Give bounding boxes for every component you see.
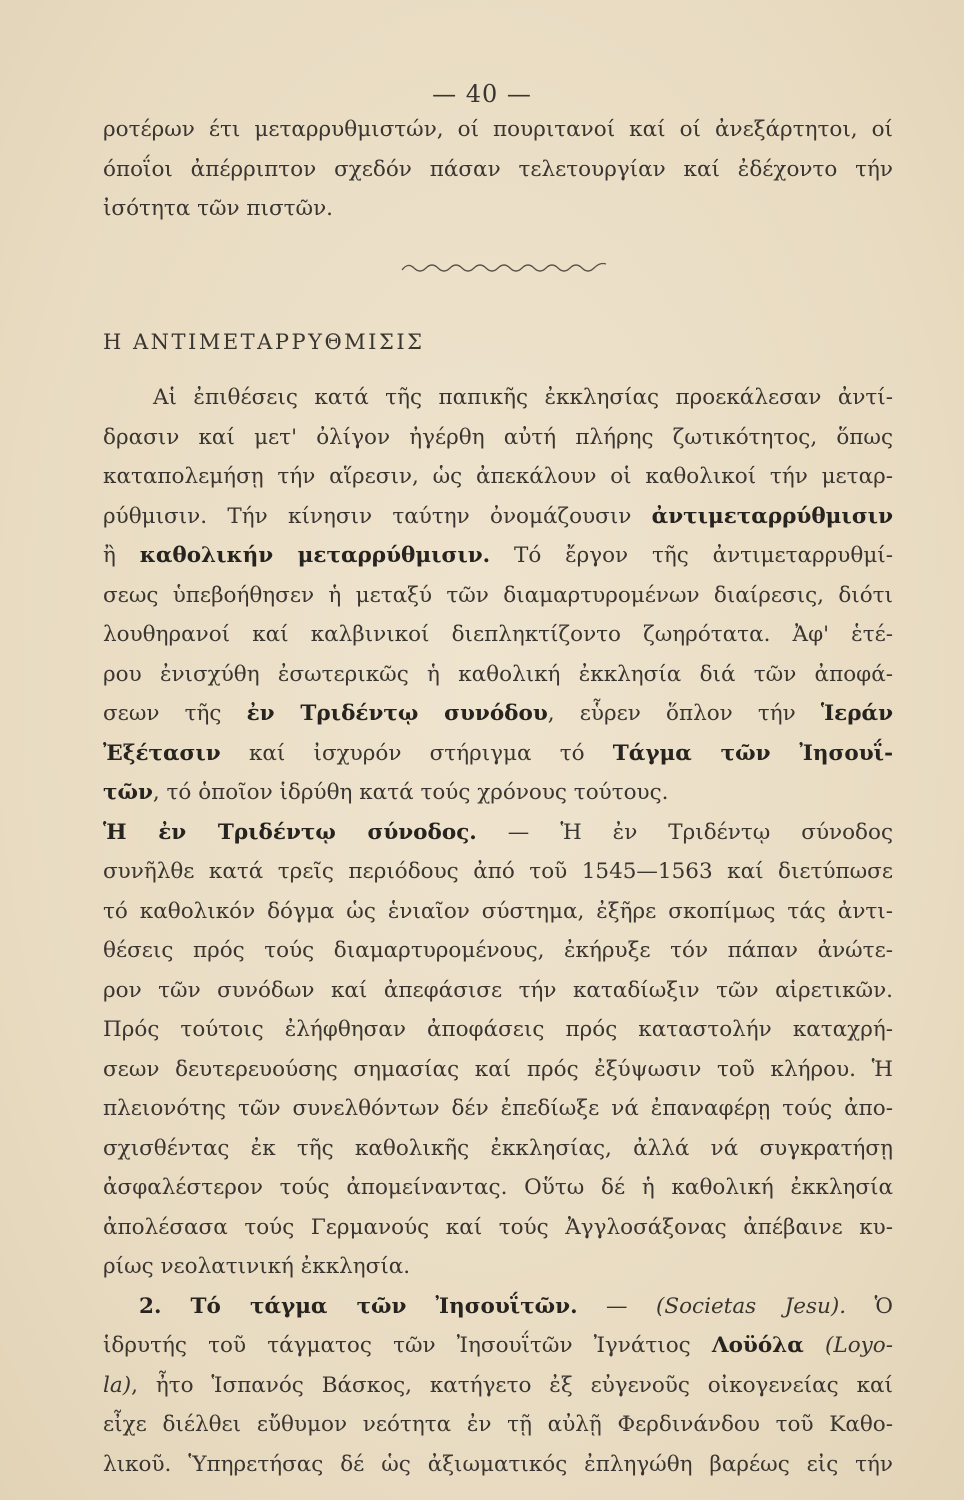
ornament-divider — [400, 258, 610, 276]
text-line: θέσεις πρός τούς διαμαρτυρομένους, ἐκήρυξε τόν πάπαν ἀνώτε- — [103, 938, 893, 963]
text-run: , ἦτο Ἱσπανός Βάσκος, κατήγετο ἐξ εὐγενοῦς οἰκογενείας καί — [131, 1372, 893, 1398]
text-line: ροτέρων έτι μεταρρυθμιστών, οί πουριτανοί καί οί ἀνεξάρτητοι, οί — [103, 117, 893, 142]
text-line — [103, 497, 893, 537]
text-line — [103, 734, 893, 774]
subsection-heading: Ἡ ἐν Τριδέντῳ σύνοδος. — [103, 819, 477, 845]
bold-term: Ἱεράν — [820, 701, 893, 726]
text-line: συνῆλθε κατά τρεῖς περιόδους ἀπό τοῦ 1545—1563 καί διετύπωσε — [103, 859, 893, 884]
text-line: Αἱ ἐπιθέσεις κατά τῆς παπικῆς ἐκκλησίας προεκάλεσαν ἀντί- — [153, 385, 893, 410]
text-line: ρου ἐνισχύθη ἐσωτερικῶς ἡ καθολική ἐκκλησία διά τῶν ἀποφά- — [103, 661, 893, 687]
bold-term: Ἐξέτασιν — [103, 740, 221, 766]
bold-term: ἐν Τριδέντῳ συνόδου — [246, 701, 548, 726]
text-run: καί ἰσχυρόν στήριγμα τό — [220, 740, 613, 766]
bold-term: καθολικήν μεταρρύθμισιν. — [139, 543, 491, 568]
text-line: ρον τῶν συνόδων καί ἀπεφάσισε τήν καταδίωξιν τῶν αἱρετικῶν. — [103, 977, 893, 1003]
text-run: — Ἡ ἐν Τριδέντῳ σύνοδος — [476, 819, 893, 845]
text-line — [103, 813, 893, 853]
latin-name: (Societas Jesu). — [655, 1293, 847, 1319]
subsection-heading: 2. Τό τάγμα τῶν Ἰησουΐτῶν. — [139, 1293, 578, 1319]
text-run: , εὗρεν ὅπλον τήν — [547, 701, 821, 726]
text-line: τό καθολικόν δόγμα ὡς ἑνιαῖον σύστημα, ἐξῆρε σκοπίμως τάς ἀντι- — [103, 898, 893, 924]
text-line — [103, 1366, 893, 1406]
bold-term: Λοϋόλα — [711, 1333, 804, 1358]
text-line: πλειονότης τῶν συνελθόντων δέν ἐπεδίωξε νά ἐπαναφέρῃ τούς ἀπο- — [103, 1096, 893, 1121]
text-run: — — [577, 1293, 656, 1319]
text-run: ρύθμισιν. Τήν κίνησιν ταύτην ὀνομάζουσιν — [103, 503, 652, 529]
text-line: ἀπολέσασα τούς Γερμανούς καί τούς Ἀγγλοσάξονας ἀπέβαινε κυ- — [103, 1214, 893, 1240]
text-line: Πρός τούτοις ἐλήφθησαν ἀποφάσεις πρός καταστολήν καταχρή- — [103, 1017, 893, 1042]
text-line: λουθηρανοί καί καλβινικοί διεπληκτίζοντο ζωηρότατα. Ἀφ' ἑτέ- — [103, 622, 893, 647]
text-line: καταπολεμήσῃ τήν αἵρεσιν, ὡς ἀπεκάλουν οἱ καθολικοί τήν μεταρ- — [103, 464, 893, 489]
text-run: ἱδρυτής τοῦ τάγματος τῶν Ἰησουΐτῶν Ἰγνάτιος — [103, 1333, 712, 1358]
text-line: σχισθέντας ἐκ τῆς καθολικῆς ἐκκλησίας, ἀλλά νά συγκρατήσῃ — [103, 1135, 893, 1161]
text-run: ἢ — [103, 543, 140, 568]
text-line: λικοῦ. Ὑπηρετήσας δέ ὡς ἀξιωματικός ἐπληγώθη βαρέως εἰς τήν — [103, 1451, 893, 1477]
text-run — [804, 1333, 825, 1358]
text-line — [103, 1287, 893, 1327]
page-number: — 40 — — [432, 80, 532, 108]
text-run: , τό ὁποῖον ἱδρύθη κατά τούς χρόνους τούτους. — [152, 780, 669, 805]
text-line — [103, 773, 893, 813]
text-line — [103, 694, 893, 734]
text-line: ἀσφαλέστερον τούς ἀπομείναντας. Οὕτω δέ ἡ καθολική ἐκκλησία — [103, 1175, 893, 1200]
text-run: σεων τῆς — [103, 701, 247, 726]
text-line: ἰσότητα τῶν πιστῶν. — [103, 196, 333, 221]
latin-name: (Loyo- — [825, 1333, 893, 1358]
text-line: δρασιν καί μετ' ὀλίγον ἠγέρθη αὐτή πλήρης ζωτικότητος, ὅπως — [103, 424, 893, 450]
text-line: όποΐοι ἀπέρριπτον σχεδόν πάσαν τελετουργίαν καί ἐδέχοντο τήν — [103, 156, 893, 182]
bold-term: Τάγμα τῶν Ἰησουΐ- — [612, 740, 893, 766]
top-paragraph — [103, 110, 893, 229]
text-line — [103, 536, 893, 576]
text-line: ρίως νεολατινική ἐκκλησία. — [103, 1254, 411, 1279]
text-run: Ὁ — [846, 1293, 894, 1319]
text-run: Τό ἔργον τῆς ἀντιμεταρρυθμί- — [490, 543, 893, 568]
text-line — [103, 1326, 893, 1366]
bold-term: ἀντιμεταρρύθμισιν — [651, 503, 893, 529]
bold-term: τῶν — [103, 780, 153, 805]
latin-name: la) — [103, 1372, 132, 1398]
main-text — [103, 378, 893, 1484]
text-line: εἶχε διέλθει εὔθυμον νεότητα ἐν τῇ αὐλῇ Φερδινάνδου τοῦ Καθο- — [103, 1412, 893, 1437]
text-line: σεων δευτερευούσης σημασίας καί πρός ἐξύψωσιν τοῦ κλήρου. Ἡ — [103, 1056, 893, 1082]
section-heading: Η ΑΝΤΙΜΕΤΑΡΡΥΘΜΙΣΙΣ — [103, 330, 425, 354]
text-line: σεως ὑπεβοήθησεν ἡ μεταξύ τῶν διαμαρτυρομένων διαίρεσις, διότι — [103, 582, 893, 608]
